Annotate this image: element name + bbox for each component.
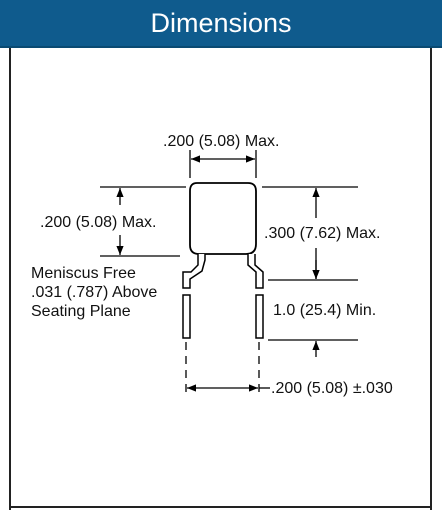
body-width-label: .200 (5.08) Max. <box>163 133 280 150</box>
overall-height-label: .300 (7.62) Max. <box>264 225 381 242</box>
left-lead <box>183 254 205 288</box>
lead-length-label: 1.0 (25.4) Min. <box>273 302 377 319</box>
right-lead-stub <box>256 295 263 338</box>
body-height-label: .200 (5.08) Max. <box>40 214 157 231</box>
meniscus-note-line-2: .031 (.787) Above <box>31 284 158 301</box>
meniscus-note-line-3: Seating Plane <box>31 303 131 320</box>
right-lead <box>248 254 263 288</box>
capacitor-body <box>190 183 256 254</box>
lead-spacing-label: .200 (5.08) ±.030 <box>271 380 393 397</box>
meniscus-note-line-1: Meniscus Free <box>31 265 136 282</box>
left-lead-stub <box>183 295 190 338</box>
section-title: Dimensions <box>150 7 292 38</box>
